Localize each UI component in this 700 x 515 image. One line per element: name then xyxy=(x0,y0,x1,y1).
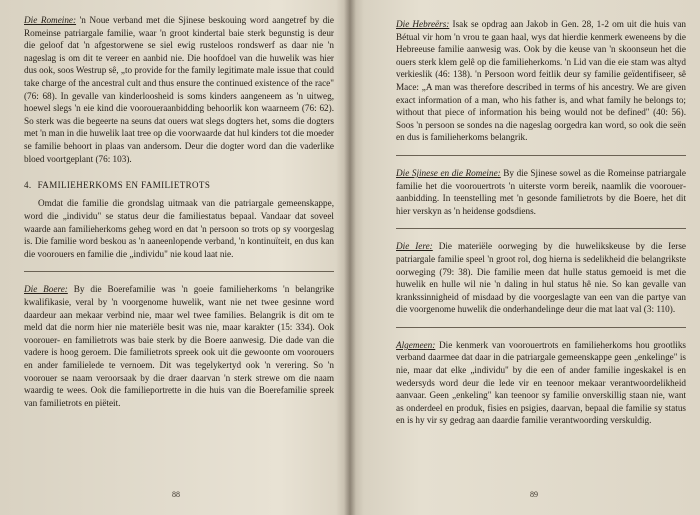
paragraph-text: 'n Noue verband met die Sjinese beskouing word aangetref by die Romeinse patriargale familie, waar 'n groot kindertal baie sterk begunstig is deur die geloof dat 'n afgestorwene se siel ewig rusteloos rondswerf as daar nie 'n nageslag is om dit te vereer en aanbid nie. Die hoofdoel van die huwelik was hier dus ook, soos Westrup sê, „to provide for the family legitimate male issue that could take charge of the ancestral cult and thus ensure the continued existence of the race" (76: 68). In gevalle van kinderloosheid is soms kinders aangeneem as 'n uitweg, hoewel slegs 'n eie kind die vooroueraanbidding behoorlik kon waarneem (76: 62). So sterk was die begeerte na seuns dat ouers wat slegs dogters het, soms die dogters met 'n man in die huwelik laat tree op die voorwaarde dat hul kinders tot die moeder se familie behoort in plaas van andersom. Deur die dogter word dan die vaderlike bloed voortgeplant (76: 103). xyxy=(24,15,335,164)
section-divider xyxy=(396,327,686,328)
section-label: Die Sjinese en die Romeine: xyxy=(396,167,501,178)
paragraph-text: Die materiële oorweging by die huwelikskeuse by die Ierse patriargale familie speel 'n groot rol, dog hierna is sedelikheid die belangrikste oorweging (79: 38). Die familie meen dat hulle status gemoeid is met die huwelik en hulle wil nie 'n daling in hul status hê nie. So kan gevalle van krankssinnigheid of misdaad by die voorgeslagte van een van die partye van die voorgenome huwelik die onderhandelinge deur die mat laat val (3: 110). xyxy=(396,241,686,315)
section-label: Die Hebreërs: xyxy=(396,19,450,29)
paragraph-romeine xyxy=(24,14,334,165)
paragraph-hebreers xyxy=(396,18,686,144)
heading-title: FAMILIEHERKOMS EN FAMILIETROTS xyxy=(37,180,211,191)
section-divider xyxy=(396,155,686,156)
paragraph-intro: Omdat die familie die grondslag uitmaak van die patriargale gemeenskappe, word die „individu" se status deur die familiestatus bepaal. Vandaar dat soveel waarde aan familieherkoms geheg word en dat 'n persoon so trots op sy voorgeslag is. Die familie word beskou as 'n aaneenlopende verband, 'n kontinuïteit, en dus kan die voorouers en familie die „individu" nie koud laat nie. xyxy=(24,198,334,259)
section-heading xyxy=(24,179,334,191)
page-number: 89 xyxy=(530,490,538,500)
section-label: Die Romeine: xyxy=(24,15,77,25)
paragraph-text: Die kenmerk van voorouertrots en familieherkoms hou grootliks verband daarmee dat daar in die patriargale gemeenskappe geen „enkelinge" is nie, maar dat elke „individu" by die een of ander familie ingeskakel is en wedersyds word deur die lede vir en teenoor mekaar verantwoordelikheid aanvaar. Geen „enkeling" kan teenoor sy familie onverskillig staan nie, want as onderdeel en produk, fisies en psigies, daarvan, bepaal die familie sy status en is hy vir sy gedrag aan daardie familie verantwoording verskuldig. xyxy=(396,339,686,426)
section-label: Die Iere: xyxy=(396,241,433,252)
paragraph-text: By die Sjinese sowel as die Romeinse patriargale familie het die voorouertrots 'n uiterste vorm bereik, naamlik die vooroueraanbidding. In teenstelling met 'n gesonde familietrots by die Boere, het dit hier verskyn as 'n heidense godsdiens. xyxy=(396,167,687,216)
paragraph-text: Isak se opdrag aan Jakob in Gen. 28, 1-2 om uit die huis van Bétual vir hom 'n vrou te gaan haal, wys dat hierdie kenmerk eweneens by die Hebreeuse familie aanwesig was. Ook by die keuse van 'n skoonseun het die ouers sterk klem gelê op die familieherkoms. 'n Lid van die eie stam was altyd verkieslik (46: 138). 'n Persoon word feitlik deur sy familie geïdentifiseer, sê Mace: „A man was therefore described in terms of his ancestry. We are given exact information of a man, who his father is, and what family he belongs to; without that piece of information his being would not be defined" (40: 56). Soos 'n persoon se sondes na die nageslag oorgedra kan word, so ook die seën en dus is familieherkoms belangrik. xyxy=(396,19,686,143)
section-divider xyxy=(24,271,334,272)
paragraph-sjinese-romeine xyxy=(396,167,686,217)
paragraph-boere xyxy=(24,283,334,409)
paragraph-iere xyxy=(396,240,686,316)
section-label: Algemeen: xyxy=(396,339,436,350)
paragraph-algemeen xyxy=(396,339,686,427)
heading-number: 4. xyxy=(24,180,32,191)
page-number: 88 xyxy=(172,490,180,500)
section-divider xyxy=(396,228,686,229)
right-page xyxy=(352,0,700,515)
paragraph-text: By die Boerefamilie was 'n goeie familieherkoms 'n belangrike kwalifikasie, veral by 'n voorgenome huwelik, want nie net twee gesinne word daardeur aan mekaar verbind nie, maar wel twee families. Belangrik is dit om te meld dat die norm hier nie materiële besit was nie, maar karakter (15: 334). Ook voorouer- en familietrots was baie sterk by die Boere aanwesig. Die dade van die vadere is hoog geroem. Die familietrots spreek ook uit die gewoonte om voorouers en ander familielede te vernoem. Dit was tegelykertyd ook 'n verering. So 'n voorouer se naam veroorsaak by die draer daarvan 'n sterk strewe om die naam waardig te wees. Ook die familieportrette in die huis van die Boerefamilie spreek van familietrots en piëteit. xyxy=(24,284,334,408)
section-label: Die Boere: xyxy=(24,284,68,295)
